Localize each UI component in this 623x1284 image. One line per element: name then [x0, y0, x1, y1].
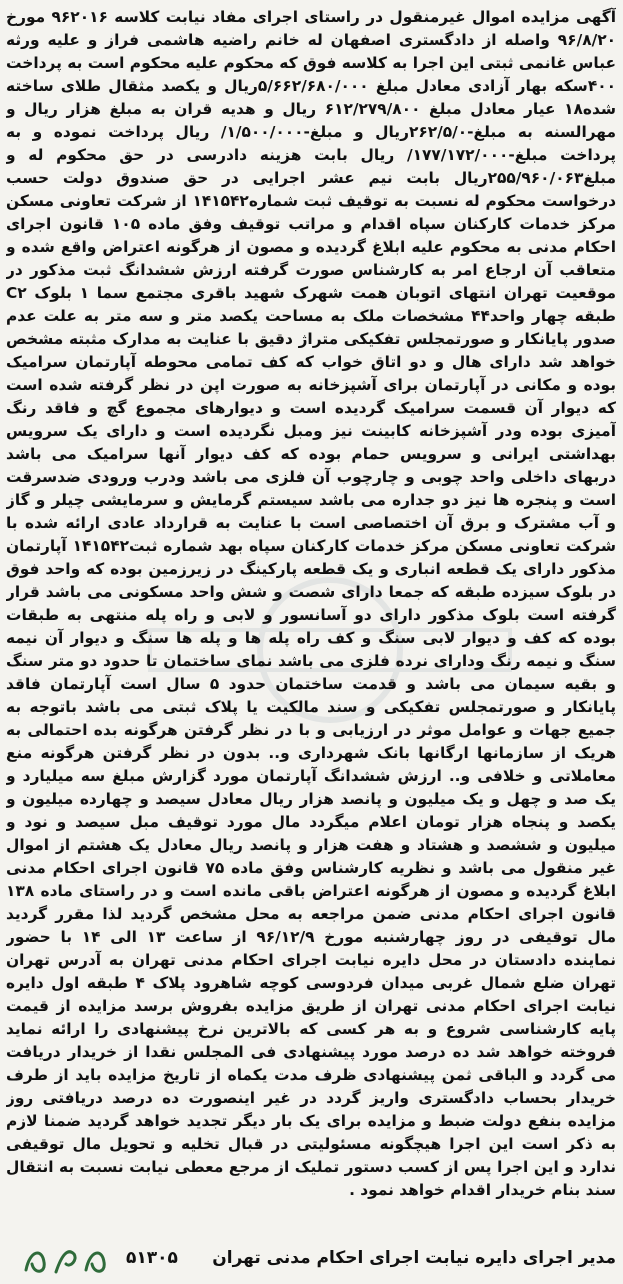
handwritten-mark — [16, 1240, 136, 1280]
notice-code: ۵۱۳۰۵ — [126, 1248, 178, 1268]
notice-footer — [6, 1240, 616, 1280]
notice-text: آگهی مزایده اموال غیرمنقول در راستای اجرای مفاد نیابت کلاسه ۹۶۲۰۱۶ مورخ ۹۶/۸/۲۰ واصله از دادگستری اصفهان له خانم راضیه هاشمی فراز و علیه ورثه عباس غانمی ثبتی این اجرا به کلاسه فوق که محکوم علیه محکوم است به پرداخت ۴۰۰سکه بهار آزادی معادل مبلغ ۵/۶۶۲/۶۸۰/۰۰۰ریال و یکصد مثقال طلای ساخته شده۱۸ عیار معادل مبلغ ۶۱۲/۲۷۹/۸۰۰ ریال و هدیه قران به مبلغ هزار ریال و مهرالسنه به مبلغ-۲۶۲/۵/۰ریال و مبلغ-۱/۵۰۰/۰۰۰/ ریال پرداخت نموده و به پرداخت مبلغ-۱۷۷/۱۷۲/۰۰۰/ ریال بابت هزینه دادرسی در حق محکوم له و مبلغ۲۵۵/۹۶۰/۰۶۳ریال بابت نیم عشر اجرایی در حق صندوق دولت حسب درخواست محکوم له نسبت به توقیف ثبت شماره۱۴۱۵۴۲ از شرکت تعاونی مسکن مرکز خدمات کارکنان سپاه اقدام و مراتب توقیف وفق ماده ۱۰۵ قانون اجرای احکام مدنی به محکوم علیه ابلاغ گردیده و مصون از هرگونه اعتراض واقع شده و متعاقب آن ارجاع امر به کارشناس صورت گرفته ارزش ششدانگ ثبت مذکور در موقعیت تهران انتهای اتوبان همت شهرک شهید باقری مجتمع سما ۱ بلوک C۲ طبقه چهار واحد۴۴ مشخصات ملک به مساحت یکصد متر و سه متر به علت عدم صدور پایانکار و صورتمجلس تفکیکی متراژ دقیق با عنایت به مدارک مثبته مشخص خواهد شد دارای هال و دو اتاق خواب که کف تمامی محوطه آپارتمان سرامیک بوده و مکانی در آپارتمان برای آشپزخانه به صورت اپن در نظر گرفته شده است که دیوار آن قسمت سرامیک گردیده است و دیوارهای مجموع گچ و فاقد رنگ آمیزی بوده ودر آشپزخانه کابینت نیز ومبل نگردیده است و دارای یک سرویس بهداشتی ایرانی و سرویس حمام بوده که کف دیوار آنها سرامیک می باشد دربهای داخلی واحد چوبی و چارچوب آن فلزی می باشد ودرب ورودی ضدسرقت است و پنجره ها نیز دو جداره می باشد سیستم گرمایش و سرمایشی چیلر و گاز و آب مشترک و برق آن اختصاصی است با عنایت به قرارداد عادی ارائه شده با شرکت تعاونی مسکن مرکز خدمات کارکنان سپاه بهد شماره ثبت۱۴۱۵۴۲ آپارتمان مذکور دارای یک قطعه انباری و یک قطعه پارکینگ در زیرزمین بوده که واحد فوق در بلوک سیزده طبقه که جمعا دارای شصت و شش واحد مسکونی می باشد قرار گرفته است بلوک مذکور دارای دو آسانسور و لابی و راه پله منتهی به طبقات بوده که کف و دیوار لابی سنگ و کف راه پله ها و پله ها سنگ و دیوار آن نیمه سنگ و نیمه رنگ ودارای نرده فلزی می باشد نمای ساختمان تا حدود دو متر سنگ و بقیه سیمان می باشد و قدمت ساختمان حدود ۵ سال است آپارتمان فاقد پایانکار و صورتمجلس تفکیکی و سند مالکیت یا پلاک ثبتی می باشد باتوجه به جمیع جهات و عوامل موثر در ارزیابی و با در نظر گرفتن هرگونه بده احتمالی به هریک از سازمانها ارگانها بانک شهرداری و.. بدون در نظر گرفتن هرگونه منع معاملاتی و خلافی و.. ارزش ششدانگ آپارتمان مورد گزارش مبلغ سه میلیارد و یک صد و چهل و یک میلیون و پانصد هزار ریال معادل سیصد و چهارده میلیون و یکصد و پنجاه هزار تومان اعلام میگردد مال مورد توقیف مبل سیصد و نود و میلیون و ششصد و هشتاد و هفت هزار و پانصد ریال معادل یک هشتم از اموال غیر منقول می باشد و نظریه کارشناس وفق ماده ۷۵ قانون اجرای احکام مدنی ابلاغ گردیده و مصون از هرگونه اعتراض باقی مانده است و در راستای ماده ۱۳۸ قانون اجرای احکام مدنی ضمن مراجعه به محل مشخص گردید لذا مقرر گردید مال توقیفی در روز چهارشنبه مورخ ۹۶/۱۲/۹ از ساعت ۱۳ الی ۱۴ با حضور نماینده دادستان در محل دایره نیابت اجرای احکام مدنی تهران به آدرس تهران تهران ضلع شمال غربی میدان فردوسی کوچه شاهرود پلاک ۴ طبقه اول دایره نیابت اجرای احکام مدنی تهران از طریق مزایده بفروش برسد مزایده از قیمت پایه کارشناسی شروع و به هر کسی که بالاترین نرخ پیشنهادی را ارائه نماید فروخته خواهد شد ده درصد مورد پیشنهادی فی المجلس نقدا از خریدار دریافت می گردد و الباقی ثمن پیشنهادی ظرف مدت یکماه از تاریخ مزایده باید از طرف خریدار بحساب دادگستری واریز گردد در غیر اینصورت ده درصد دریافتی روز مزایده بنفع دولت ضبط و مزایده برای یک بار دیگر تجدید خواهد گردید ضمنا لازم به ذکر است این اجرا هیچگونه مسئولیتی در قبال تخلیه و تحویل مال توقیفی ندارد و این اجرا پس از کسب دستور تملیک از مرجع معطی نیابت نسبت به انتقال سند بنام خریدار اقدام خواهد نمود . — [6, 8, 616, 1199]
signature-line: مدیر اجرای دایره نیابت اجرای احکام مدنی تهران — [212, 1248, 616, 1268]
notice-body — [6, 6, 616, 1242]
